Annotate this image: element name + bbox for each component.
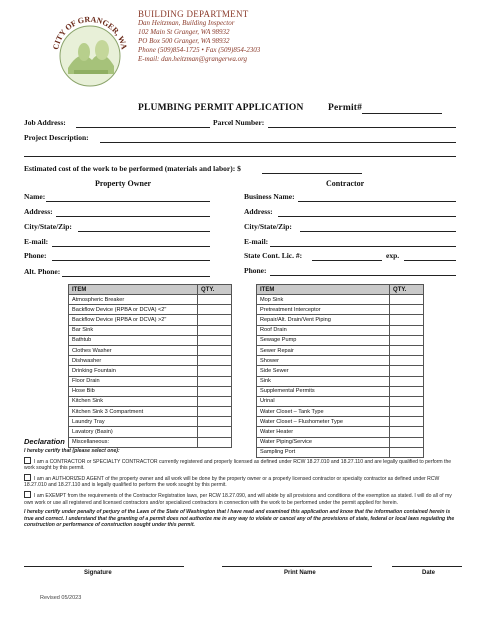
table-row [69,335,232,345]
estimated-cost-field[interactable] [262,173,362,174]
phone-fax: Phone (509)854-1725 • Fax (509)854-2303 [138,46,261,54]
signature-label: Signature [84,570,112,576]
item-name: Sewage Pump [257,335,390,345]
qty-field[interactable] [390,345,424,355]
table-row [257,417,424,427]
item-name: Mop Sink [257,295,390,305]
date-label: Date [422,570,436,576]
contractor-business-label: Business Name: [244,192,295,201]
table-row [69,376,232,386]
table-row [69,325,232,335]
contractor-email-field[interactable] [270,246,456,247]
certification-statement: I hereby certify under penalty of perjury of the Laws of the State of Washington that I have read and examined this application and know that the information contained herein is true and correct. I understand that the granting of a permit does not authorize me in any way to violate or cancel any of the provisions of state, federal or local laws regulating the construction or performance of construction sought under this permit. [24,509,455,529]
print-name-field[interactable] [222,566,372,567]
table-row [69,427,232,437]
date-field[interactable] [392,566,462,567]
qty-field[interactable] [198,427,232,437]
item-name: Hose Bib [69,386,198,396]
exempt-checkbox[interactable] [24,491,31,498]
table-row [257,427,424,437]
qty-field[interactable] [390,305,424,315]
exempt-option: I am EXEMPT from the requirements of the Contractor Registration laws, per RCW 18.27.090, and will abide by all provisions and conditions of the exemption as stated. I will do all of my own work or use all registered and licensed contractors and/or specialized contractors in connection with the work to be performed under the permit applied for herein. [24,492,452,506]
owner-email-label: E-mail: [24,237,49,246]
contractor-heading: Contractor [326,179,365,188]
qty-field[interactable] [198,417,232,427]
item-name: Miscellaneous: [69,437,198,447]
inspector-name: Dan Heitzman, Building Inspector [138,19,235,27]
table-row [257,386,424,396]
qty-field[interactable] [390,437,424,447]
qty-field[interactable] [198,386,232,396]
owner-address-field[interactable] [56,216,210,217]
job-address-field[interactable] [76,127,210,128]
qty-field[interactable] [198,407,232,417]
declaration-intro: I hereby certify that (please select one): [24,448,120,454]
declaration-block [24,448,460,529]
item-name: Supplemental Permits [257,386,390,396]
table-row [69,295,232,305]
po-box: PO Box 500 Granger, WA 98932 [138,37,230,45]
item-name: Kitchen Sink [69,396,198,406]
item-name: Dishwasher [69,356,198,366]
item-name: Sewer Repair [257,345,390,355]
item-name: Urinal [257,396,390,406]
item-name: Backflow Device (RPBA or DCVA) <2" [69,305,198,315]
contractor-license-field[interactable] [312,260,382,261]
letterhead [138,10,378,64]
qty-field[interactable] [198,356,232,366]
contractor-license-label: State Cont. Lic. #: [244,251,303,260]
table-row [257,305,424,315]
permit-number-field[interactable] [362,113,442,114]
estimated-cost-label: Estimated cost of the work to be performed (materials and labor): $ [24,164,241,173]
item-name: Side Sewer [257,366,390,376]
table-row [257,295,424,305]
qty-field[interactable] [390,417,424,427]
permit-number-label: Permit# [328,103,363,113]
table-row [257,325,424,335]
contractor-option: I am a CONTRACTOR or SPECIALTY CONTRACTOR currently registered and properly licensed as defined under RCW 18.27.010 and 18.27.110 and are legally qualified to perform the work sought by this permit. [24,458,452,472]
qty-field[interactable] [198,396,232,406]
item-name: Pretreatment Interceptor [257,305,390,315]
item-name: Water Closet – Tank Type [257,407,390,417]
owner-phone-field[interactable] [52,260,210,261]
form-title: PLUMBING PERMIT APPLICATION [138,103,304,113]
qty-field[interactable] [390,407,424,417]
owner-phone-label: Phone: [24,251,47,260]
parcel-number-field[interactable] [268,127,456,128]
qty-field[interactable] [198,295,232,305]
qty-field[interactable] [390,366,424,376]
qty-field[interactable] [198,325,232,335]
svg-text:CITY OF GRANGER, WA: CITY OF GRANGER, WA [51,14,129,51]
qty-column-header: QTY. [198,285,232,295]
qty-field[interactable] [198,376,232,386]
item-name: Clothes Washer [69,345,198,355]
table-row [69,315,232,325]
table-row [69,437,232,447]
table-row [69,386,232,396]
qty-field[interactable] [198,345,232,355]
contractor-exp-label: exp. [386,251,400,260]
owner-city-field[interactable] [78,231,210,232]
item-name: Water Heater [257,427,390,437]
owner-alt-phone-field[interactable] [62,276,210,277]
item-name: Lavatory (Basin) [69,427,198,437]
authorized-agent-option: I am an AUTHORIZED AGENT of the property owner and all work will be done by the property owner or a properly licensed contractor or specialty contractor as defined under RCW 18.27.010 and 18.27.110 and is legally qualified to perform the work sought by this permit. [24,475,440,489]
project-description-field-2[interactable] [24,156,456,157]
owner-name-field[interactable] [46,201,210,202]
qty-field[interactable] [198,335,232,345]
table-row [257,356,424,366]
table-row [257,407,424,417]
contractor-business-field[interactable] [298,201,456,202]
qty-column-header: QTY. [390,285,424,295]
project-description-label: Project Description: [24,133,89,142]
item-name: Roof Drain [257,325,390,335]
signature-field[interactable] [24,566,184,567]
qty-field[interactable] [390,427,424,437]
qty-field[interactable] [390,386,424,396]
table-row [69,345,232,355]
contractor-checkbox[interactable] [24,457,31,464]
item-name: Water Piping/Service [257,437,390,447]
contractor-phone-label: Phone: [244,266,267,275]
table-row [69,305,232,315]
item-name: Atmospheric Breaker [69,295,198,305]
owner-name-label: Name: [24,192,46,201]
city-seal [44,8,132,96]
table-row [257,315,424,325]
items-table-right [256,284,424,458]
declaration-heading: Declaration [24,437,65,446]
qty-field[interactable] [390,325,424,335]
table-row [69,356,232,366]
item-name: Floor Drain [69,376,198,386]
project-description-field[interactable] [100,142,456,143]
qty-field[interactable] [198,315,232,325]
table-row [69,407,232,417]
item-name: Sink [257,376,390,386]
owner-email-field[interactable] [52,246,210,247]
contractor-email-label: E-mail: [244,237,269,246]
property-owner-heading: Property Owner [95,179,152,188]
print-name-label: Print Name [284,570,316,576]
qty-field[interactable] [198,437,232,447]
item-name: Water Closet – Flushometer Type [257,417,390,427]
item-name: Bathtub [69,335,198,345]
contractor-address-label: Address: [244,207,273,216]
item-column-header: ITEM [257,285,390,295]
authorized-agent-checkbox[interactable] [24,474,31,481]
item-name: Bar Sink [69,325,198,335]
email-address: E-mail: dan.heitzman@grangerwa.org [138,55,248,63]
item-name: Sampling Port [257,447,390,457]
street-address: 102 Main St Granger, WA 98932 [138,28,230,36]
table-row [257,376,424,386]
qty-field[interactable] [198,366,232,376]
table-row [69,366,232,376]
contractor-phone-field[interactable] [270,275,456,276]
qty-field[interactable] [390,295,424,305]
qty-field[interactable] [198,305,232,315]
item-name: Backflow Device (RPBA or DCVA) >2" [69,315,198,325]
owner-alt-phone-label: Alt. Phone: [24,267,61,276]
item-column-header: ITEM [69,285,198,295]
item-name: Laundry Tray [69,417,198,427]
contractor-exp-field[interactable] [404,260,456,261]
department-name: BUILDING DEPARTMENT [138,9,249,19]
owner-address-label: Address: [24,207,53,216]
qty-field[interactable] [390,356,424,366]
table-row [257,396,424,406]
table-row [257,366,424,376]
item-name: Drinking Fountain [69,366,198,376]
revision-note: Revised 05/2023 [40,595,82,601]
qty-field[interactable] [390,335,424,345]
item-name: Shower [257,356,390,366]
contractor-address-field[interactable] [278,216,456,217]
contractor-city-field[interactable] [300,231,456,232]
contractor-city-label: City/State/Zip: [244,222,292,231]
qty-field[interactable] [390,315,424,325]
items-table-left [68,284,232,448]
job-address-label: Job Address: [24,118,66,127]
table-row [257,335,424,345]
item-name: Repair/Alt. Drain/Vent Piping [257,315,390,325]
table-row [69,396,232,406]
table-row [257,437,424,447]
table-row [257,345,424,355]
item-name: Kitchen Sink 3 Compartment [69,407,198,417]
parcel-number-label: Parcel Number: [213,118,265,127]
qty-field[interactable] [390,376,424,386]
qty-field[interactable] [390,396,424,406]
owner-city-label: City/State/Zip: [24,222,72,231]
table-row [69,417,232,427]
